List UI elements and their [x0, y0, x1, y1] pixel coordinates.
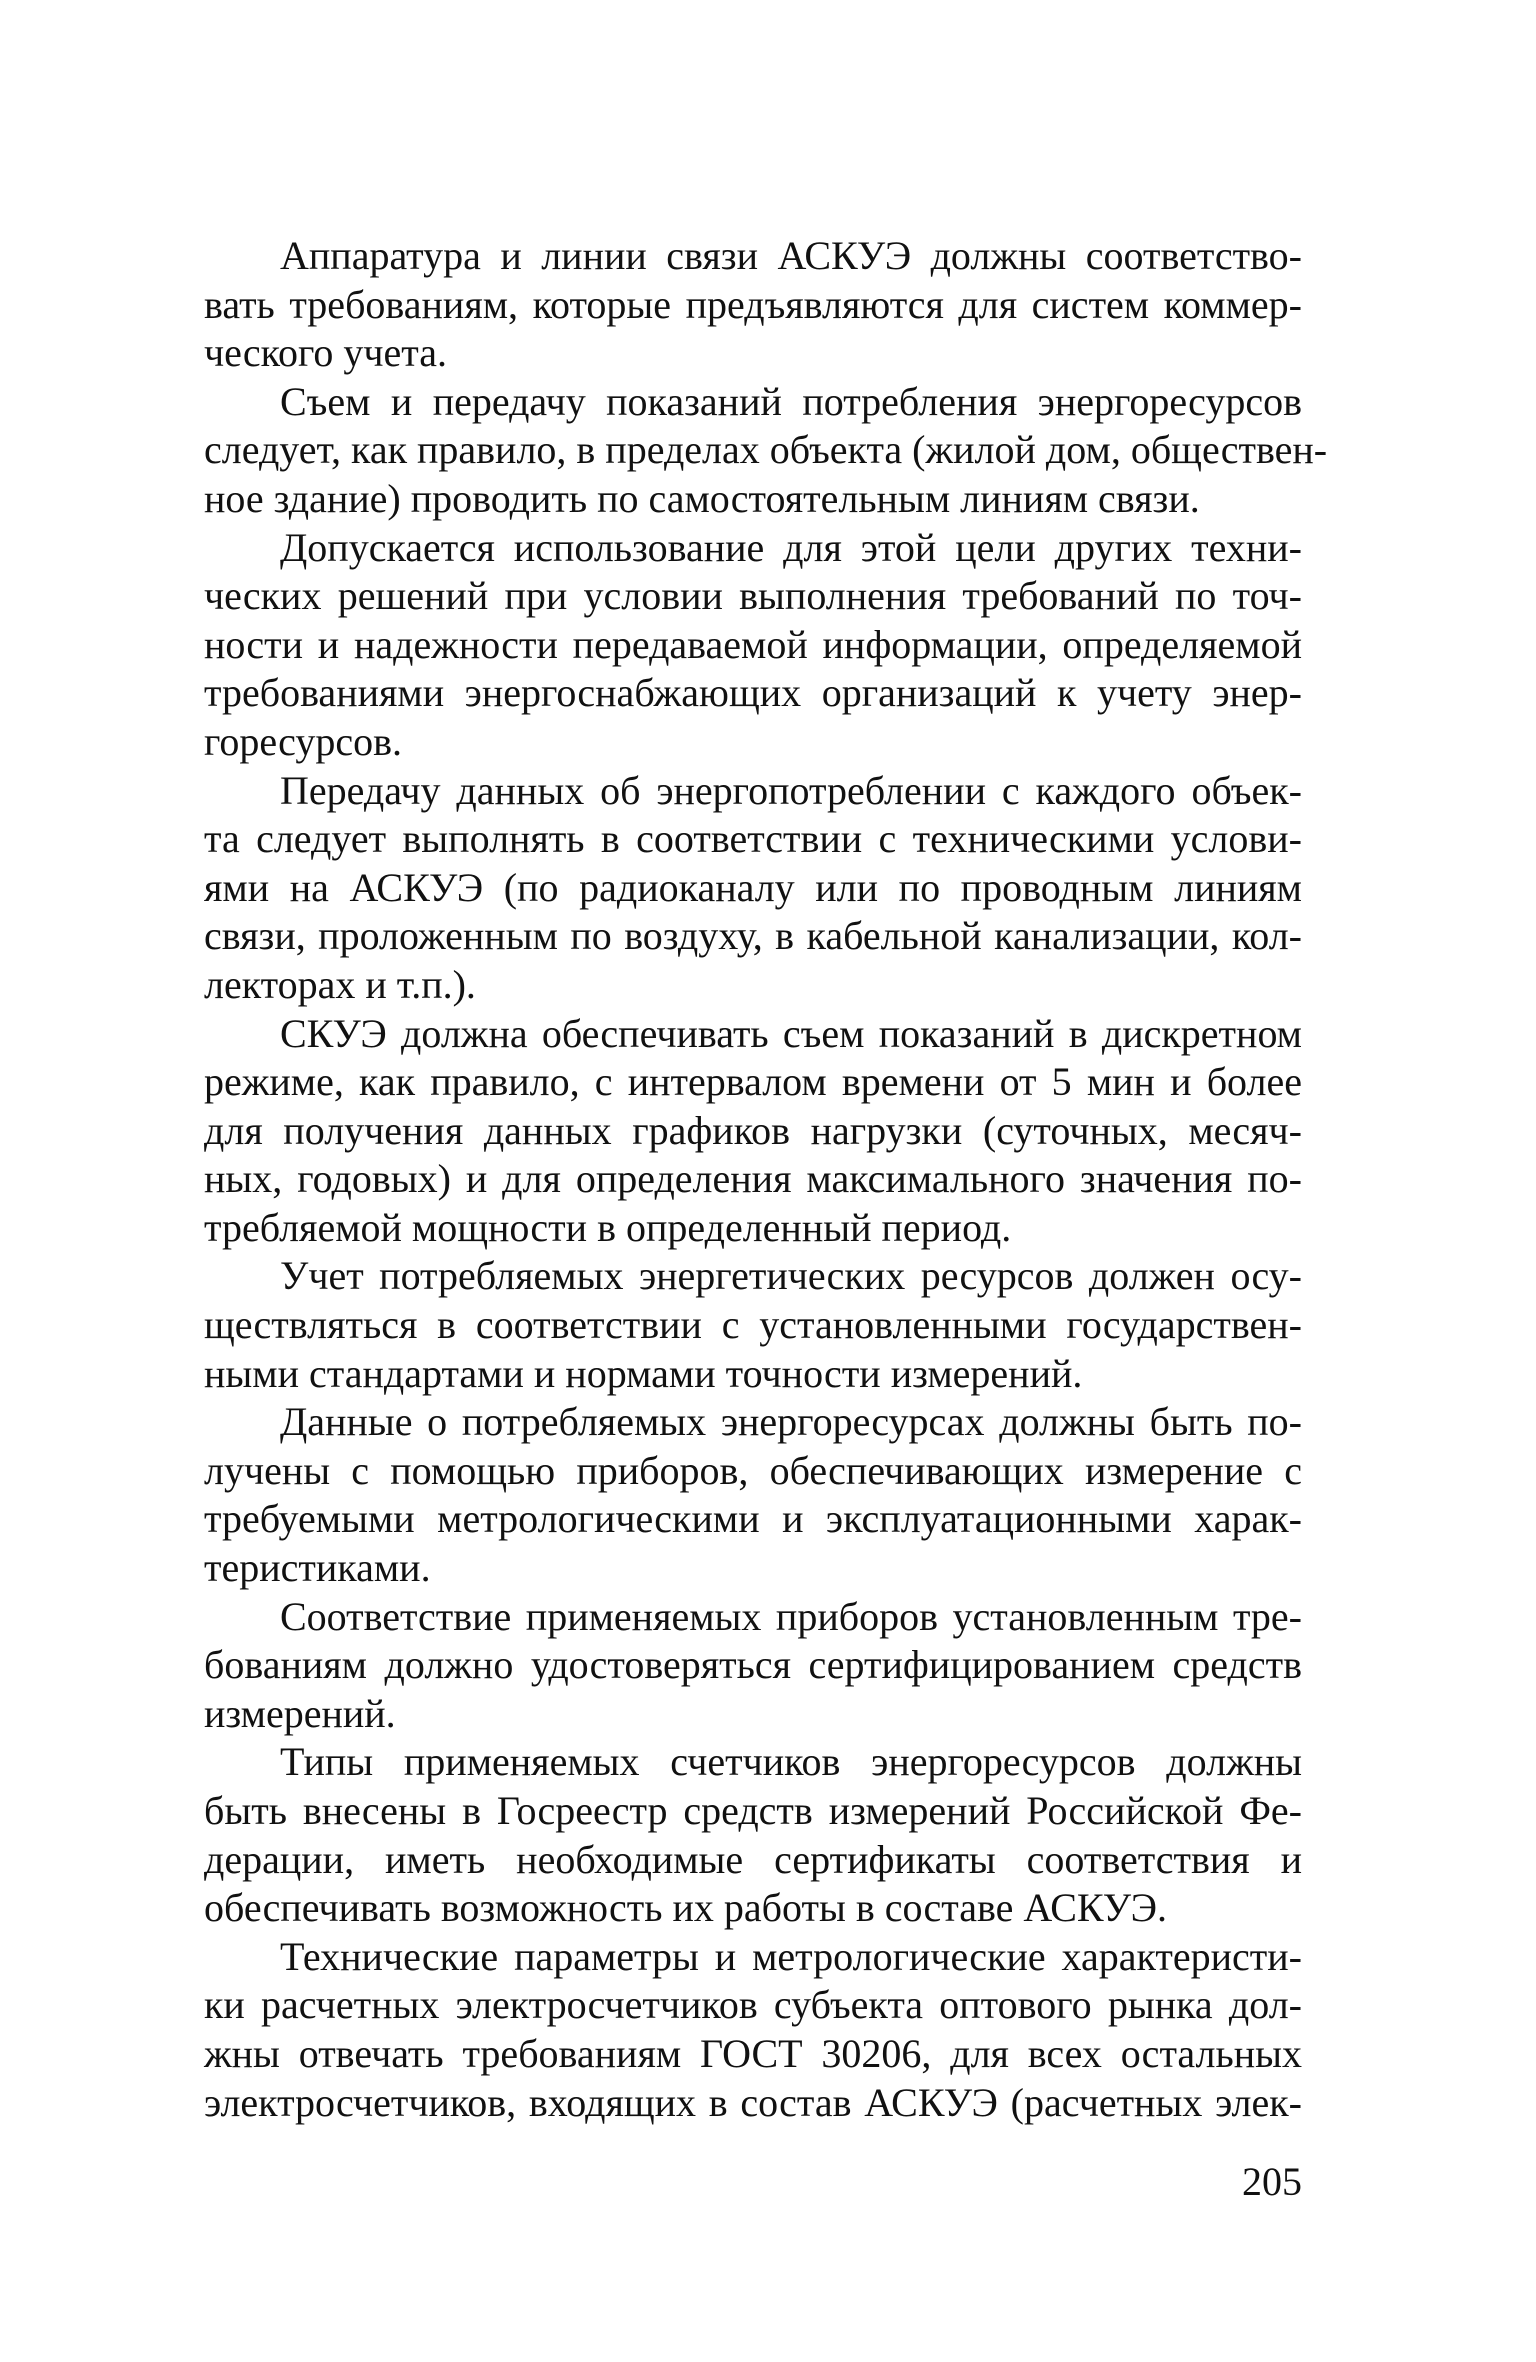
- text-line: Данные о потребляемых энергоресурсах должны быть по-: [280, 1399, 1302, 1445]
- text-line: Типы применяемых счетчиков энергоресурсов должны: [280, 1739, 1302, 1785]
- text-line: обеспечивать возможность их работы в составе АСКУЭ.: [204, 1885, 1168, 1931]
- page-number: 205: [1242, 2159, 1302, 2204]
- paragraph: [204, 524, 1302, 767]
- text-line: связи, проложенным по воздуху, в кабельной канализации, кол-: [204, 913, 1302, 959]
- paragraph: [204, 1010, 1302, 1253]
- paragraph: [204, 232, 1302, 378]
- text-line: бованиям должно удостоверяться сертифицированием средств: [204, 1642, 1302, 1688]
- text-line: ческих решений при условии выполнения требований по точ-: [204, 573, 1302, 619]
- text-line: жны отвечать требованиям ГОСТ 30206, для всех остальных: [204, 2030, 1302, 2076]
- text-line: ными стандартами и нормами точности измерений.: [204, 1350, 1083, 1396]
- text-line: ческого учета.: [204, 330, 448, 376]
- paragraph: [204, 1933, 1302, 2127]
- text-line: требованиями энергоснабжающих организаций к учету энер-: [204, 670, 1302, 716]
- text-line: быть внесены в Госреестр средств измерений Российской Фе-: [204, 1788, 1302, 1833]
- text-line: ное здание) проводить по самостоятельным линиям связи.: [204, 475, 1200, 521]
- text-line: ями на АСКУЭ (по радиоканалу или по проводным линиям: [204, 864, 1302, 910]
- text-line: Допускается использование для этой цели других техни-: [280, 524, 1302, 570]
- paragraph: [204, 1738, 1302, 1932]
- paragraph: [204, 378, 1328, 524]
- text-line: режиме, как правило, с интервалом времени от 5 мин и более: [204, 1059, 1302, 1105]
- text-line: Съем и передачу показаний потребления энергоресурсов: [280, 378, 1302, 424]
- text-line: электросчетчиков, входящих в состав АСКУЭ (расчетных элек-: [204, 2079, 1302, 2125]
- paragraph: [204, 767, 1302, 1010]
- text-line: Учет потребляемых энергетических ресурсов должен осу-: [280, 1253, 1302, 1299]
- paragraph: [204, 1398, 1302, 1592]
- text-line: требуемыми метрологическими и эксплуатационными харак-: [204, 1496, 1302, 1542]
- paragraph: [204, 1252, 1302, 1398]
- text-line: Технические параметры и метрологические характеристи-: [280, 1933, 1302, 1979]
- text-line: для получения данных графиков нагрузки (суточных, месяч-: [204, 1107, 1302, 1153]
- text-line: СКУЭ должна обеспечивать съем показаний в дискретном: [280, 1010, 1302, 1056]
- text-line: измерений.: [204, 1690, 396, 1736]
- text-line: лучены с помощью приборов, обеспечивающих измерение с: [204, 1447, 1302, 1493]
- text-line: теристиками.: [204, 1545, 431, 1591]
- text-line: Передачу данных об энергопотреблении с каждого объек-: [280, 767, 1302, 813]
- text-line: лекторах и т.п.).: [204, 961, 476, 1007]
- text-line: Соответствие применяемых приборов установленным тре-: [280, 1593, 1302, 1639]
- text-line: вать требованиям, которые предъявляются для систем коммер-: [204, 281, 1302, 327]
- page-body: [204, 232, 1328, 2127]
- text-line: Аппаратура и линии связи АСКУЭ должны соответство-: [280, 233, 1302, 278]
- text-line: дерации, иметь необходимые сертификаты соответствия и: [204, 1836, 1302, 1882]
- text-line: ществляться в соответствии с установленными государствен-: [204, 1302, 1302, 1348]
- text-line: ки расчетных электросчетчиков субъекта оптового рынка дол-: [204, 1982, 1302, 2028]
- text-line: та следует выполнять в соответствии с техническими услови-: [204, 816, 1302, 862]
- text-line: ных, годовых) и для определения максимального значения по-: [204, 1156, 1302, 1202]
- text-line: горесурсов.: [204, 718, 403, 764]
- text-line: ности и надежности передаваемой информации, определяемой: [204, 621, 1302, 667]
- paragraph: [204, 1593, 1302, 1739]
- text-line: следует, как правило, в пределах объекта (жилой дом, обществен-: [204, 427, 1328, 473]
- text-line: требляемой мощности в определенный период.: [204, 1204, 1012, 1250]
